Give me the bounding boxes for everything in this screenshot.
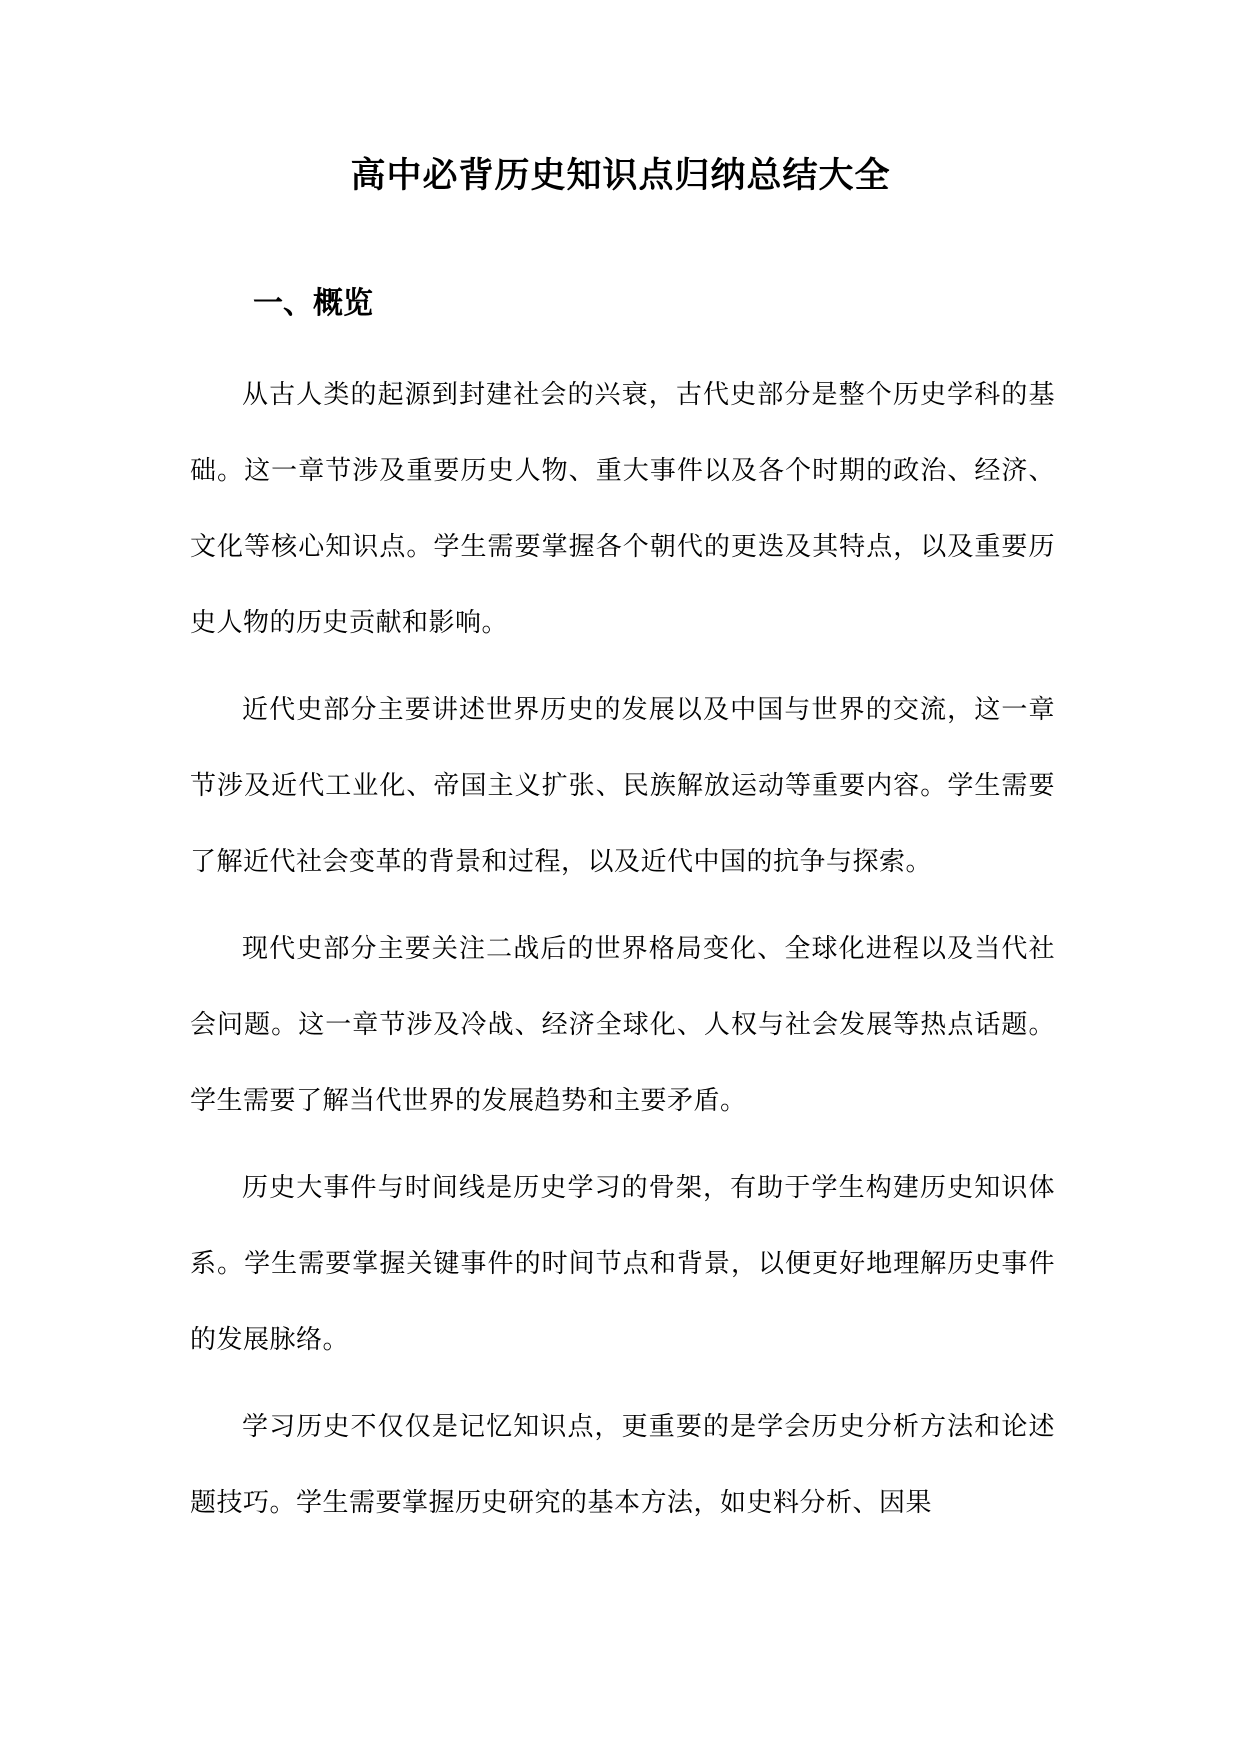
document-body — [190, 357, 1055, 1552]
document-title: 高中必背历史知识点归纳总结大全 — [350, 155, 891, 196]
paragraph-ancient-history: 从古人类的起源到封建社会的兴衰，古代史部分是整个历史学科的基础。这一章节涉及重要历史人物、重大事件以及各个时期的政治、经济、文化等核心知识点。学生需要掌握各个朝代的更迭及其特点，以及重要历史人物的历史贡献和影响。 — [190, 380, 1055, 638]
paragraph-modern-history: 近代史部分主要讲述世界历史的发展以及中国与世界的交流，这一章节涉及近代工业化、帝国主义扩张、民族解放运动等重要内容。学生需要了解近代社会变革的背景和过程，以及近代中国的抗争与探索。 — [190, 695, 1055, 877]
paragraph-timeline: 历史大事件与时间线是历史学习的骨架，有助于学生构建历史知识体系。学生需要掌握关键事件的时间节点和背景，以便更好地理解历史事件的发展脉络。 — [190, 1173, 1055, 1355]
paragraph-contemporary-history: 现代史部分主要关注二战后的世界格局变化、全球化进程以及当代社会问题。这一章节涉及冷战、经济全球化、人权与社会发展等热点话题。学生需要了解当代世界的发展趋势和主要矛盾。 — [190, 934, 1055, 1116]
section-heading-overview: 一、概览 — [253, 286, 373, 321]
paragraph-methods: 学习历史不仅仅是记忆知识点，更重要的是学会历史分析方法和论述题技巧。学生需要掌握历史研究的基本方法，如史料分析、因果 — [190, 1412, 1055, 1518]
